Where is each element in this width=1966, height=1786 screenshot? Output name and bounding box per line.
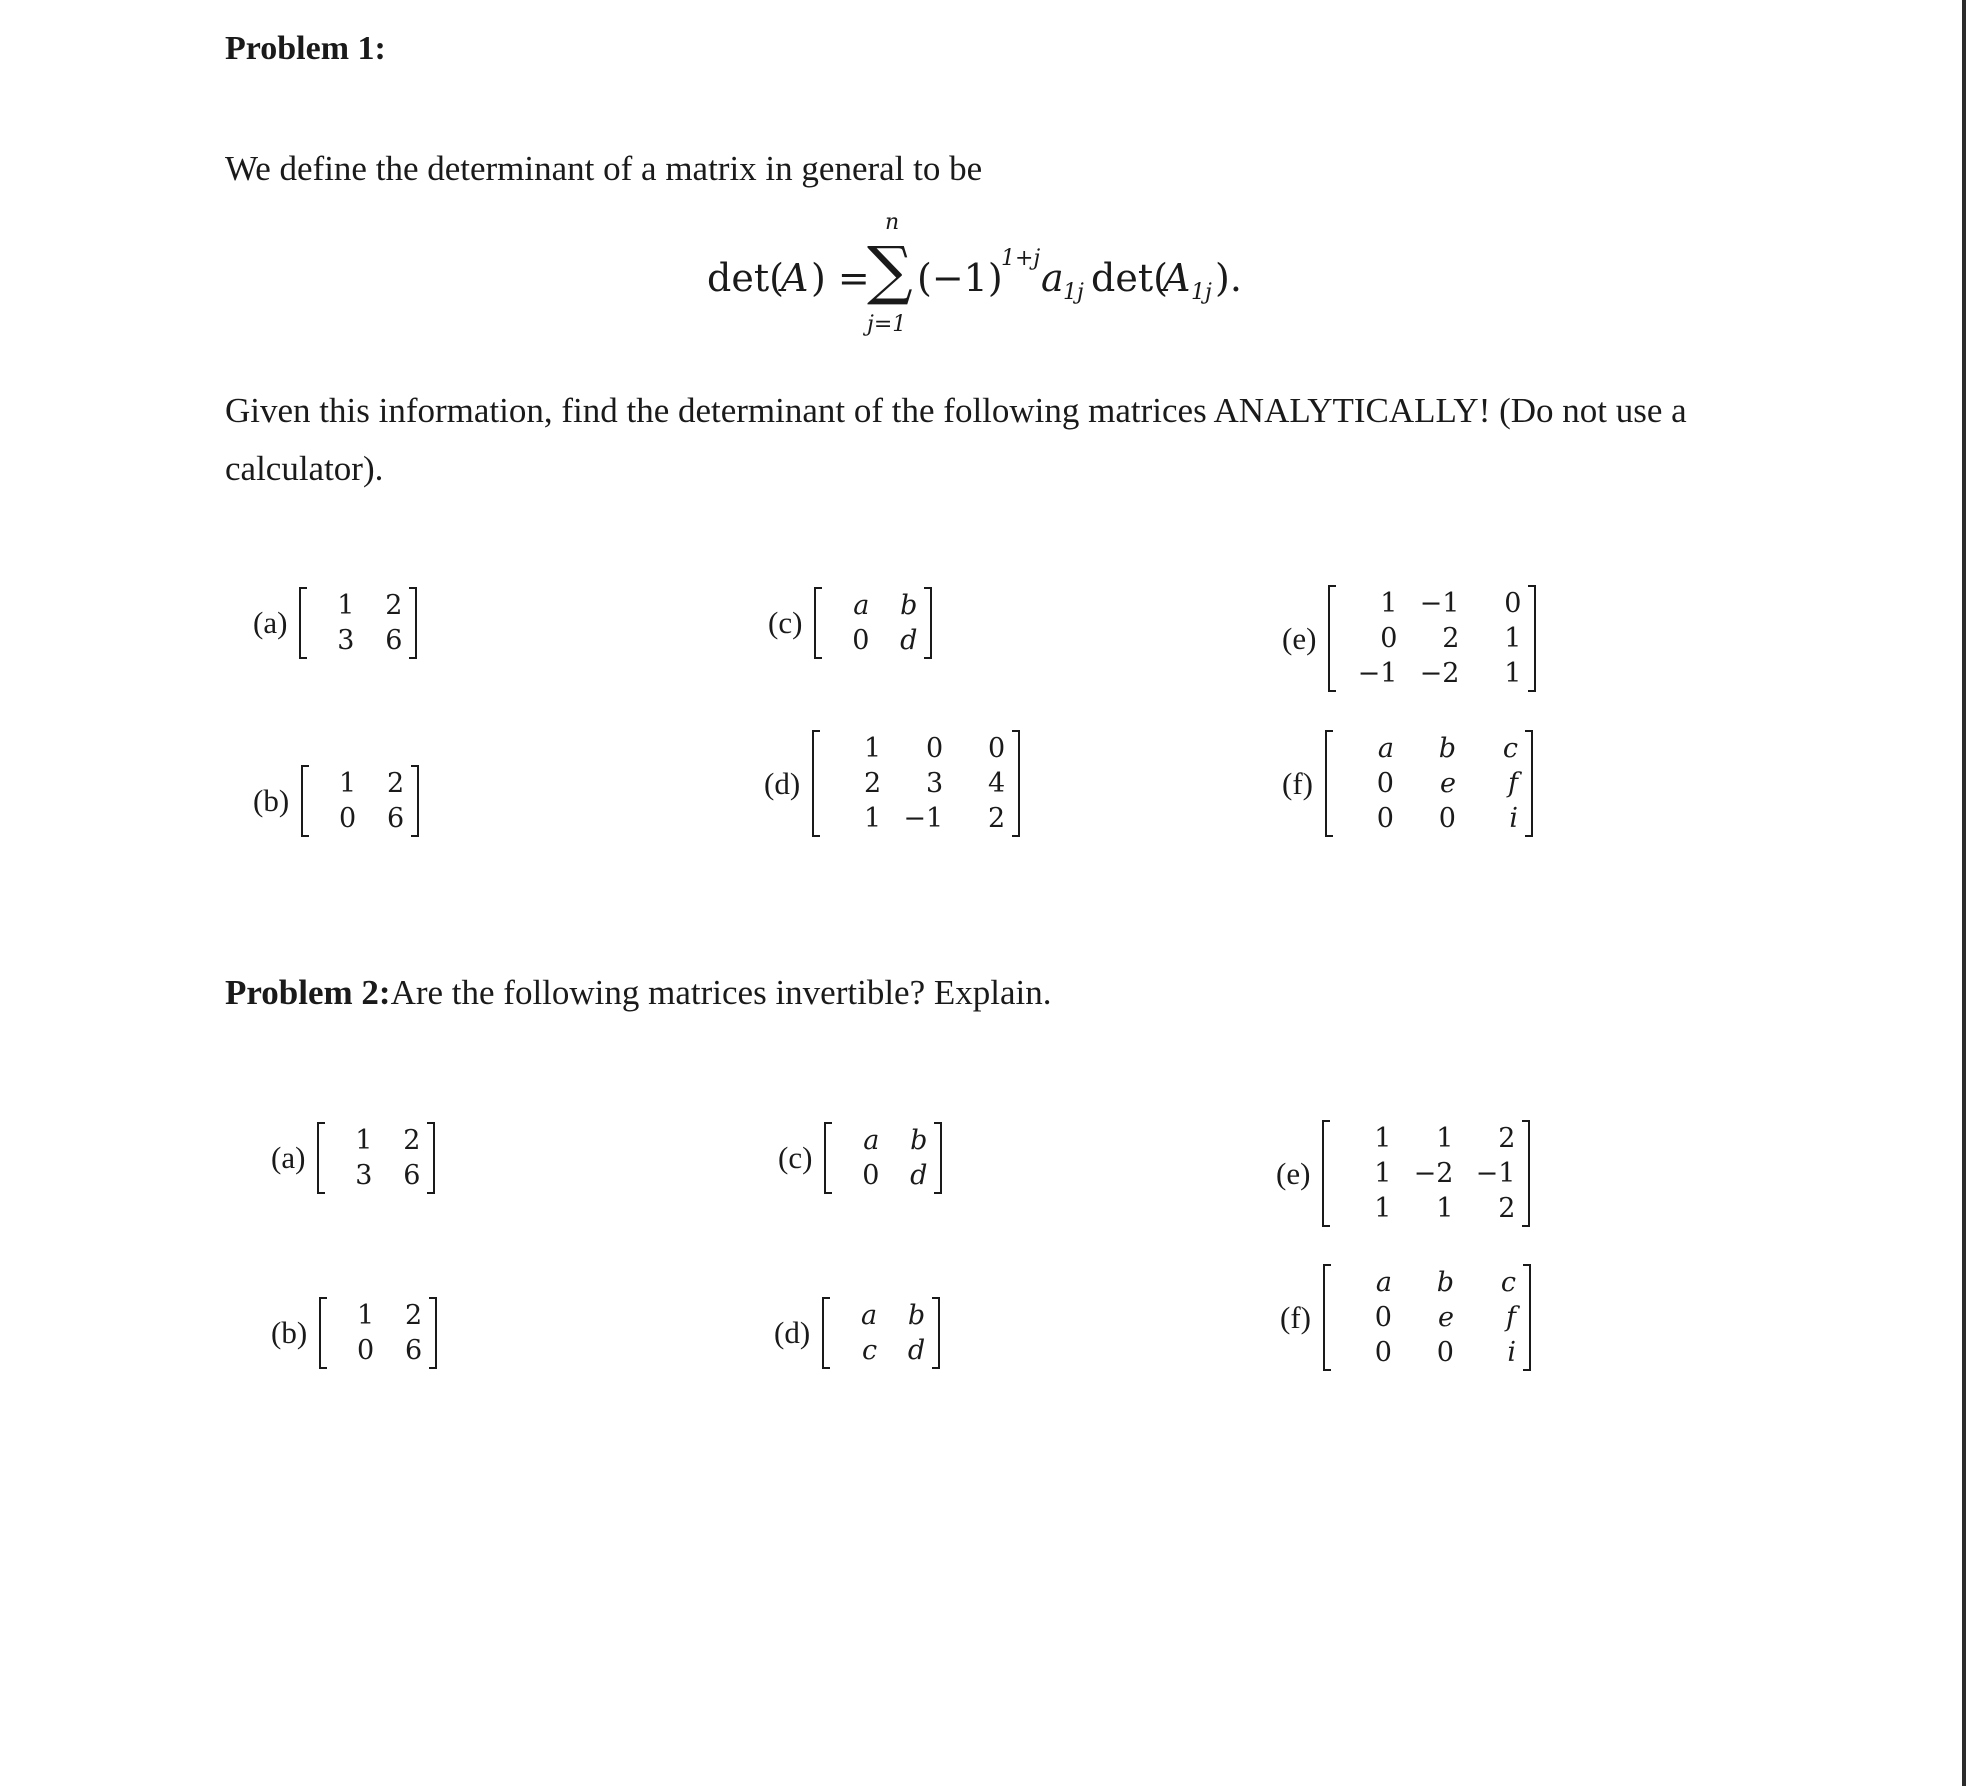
matrix-cell: −1 xyxy=(1475,1158,1516,1189)
matrix-cell: −2 xyxy=(1413,1158,1454,1189)
matrix-cell: a xyxy=(863,1125,880,1156)
matrix-label: (b) xyxy=(271,1315,308,1350)
formula-close: ). xyxy=(1215,256,1242,300)
matrix-label: (e) xyxy=(1276,1155,1311,1191)
matrix-cell: 0 xyxy=(1504,588,1522,619)
matrix-cell: 1 xyxy=(1380,588,1398,619)
formula-sigma: ∑ xyxy=(867,234,913,308)
matrix xyxy=(301,765,419,837)
matrix-cell: −1 xyxy=(1357,658,1398,689)
matrix-cell: 1 xyxy=(355,1125,373,1156)
matrix-label: (f) xyxy=(1280,1299,1311,1335)
matrix-cell: a xyxy=(853,590,870,621)
problem2-title: Problem 2: xyxy=(225,973,391,1012)
matrix-cell: 6 xyxy=(404,1335,423,1366)
matrix-cell: 1 xyxy=(863,803,882,834)
matrix-cell: 1 xyxy=(338,768,357,799)
matrix-cell: −1 xyxy=(1419,588,1460,619)
formula-minor-sub: 1j xyxy=(1191,280,1212,305)
matrix-cell: b xyxy=(900,590,918,621)
matrix-cell: 1 xyxy=(1374,1123,1392,1154)
matrix-cell: a xyxy=(1375,1267,1392,1298)
formula-equals: ) = xyxy=(811,256,870,300)
matrix-cell: 0 xyxy=(852,625,870,656)
matrix-cell: c xyxy=(1502,733,1518,764)
matrix-cell: c xyxy=(862,1335,878,1366)
p1-matrix-c xyxy=(768,587,932,659)
matrix-cell: 0 xyxy=(1380,623,1398,654)
matrix-label: (f) xyxy=(1282,765,1313,801)
matrix-cell: 1 xyxy=(863,733,882,764)
formula-lower-limit: j=1 xyxy=(867,312,907,337)
matrix-cell: d xyxy=(907,1335,926,1366)
matrix-cell: i xyxy=(1507,1337,1516,1368)
matrix-cell: 6 xyxy=(386,803,405,834)
matrix-cell: 1 xyxy=(1374,1193,1392,1224)
formula-coefficient-sub: 1j xyxy=(1063,280,1084,305)
matrix-cell: 1 xyxy=(356,1300,375,1331)
matrix-cell: 2 xyxy=(1498,1193,1516,1224)
p2-matrix-d xyxy=(774,1297,940,1369)
problem1-intro: We define the determinant of a matrix in general to be xyxy=(225,149,983,188)
matrix-cell: 2 xyxy=(1498,1123,1516,1154)
formula-minor-var: A xyxy=(1163,256,1191,300)
matrix-cell: b xyxy=(907,1300,926,1331)
formula-exponent: 1+j xyxy=(1001,246,1041,271)
matrix-cell: 0 xyxy=(356,1335,375,1366)
matrix-cell: 0 xyxy=(1374,1337,1392,1368)
matrix xyxy=(814,587,932,659)
p1-matrix-d xyxy=(764,730,1020,837)
determinant-formula xyxy=(707,210,1267,340)
matrix-cell: 6 xyxy=(385,625,403,656)
matrix-cell: b xyxy=(910,1125,928,1156)
matrix xyxy=(812,730,1020,837)
matrix xyxy=(317,1122,435,1194)
matrix-cell: 0 xyxy=(925,733,944,764)
matrix-label: (a) xyxy=(253,605,288,640)
matrix-cell: 0 xyxy=(862,1160,880,1191)
matrix-cell: 0 xyxy=(1376,803,1394,834)
matrix xyxy=(824,1122,942,1194)
matrix-cell: a xyxy=(861,1300,878,1331)
matrix-cell: −2 xyxy=(1419,658,1460,689)
matrix xyxy=(299,587,417,659)
matrix xyxy=(1323,1264,1531,1371)
matrix-cell: 2 xyxy=(1442,623,1460,654)
matrix-cell: 2 xyxy=(863,768,882,799)
matrix-cell: 3 xyxy=(925,768,944,799)
p1-matrix-a xyxy=(253,587,417,659)
matrix-cell: 2 xyxy=(403,1125,421,1156)
matrix-cell: 1 xyxy=(1436,1123,1454,1154)
matrix-cell: −1 xyxy=(903,803,944,834)
matrix-label: (c) xyxy=(768,605,803,640)
matrix-cell: 1 xyxy=(1436,1193,1454,1224)
matrix-cell: 3 xyxy=(337,625,355,656)
formula-matrix-var: A xyxy=(781,256,809,300)
matrix-cell: 2 xyxy=(987,803,1006,834)
p2-matrix-c xyxy=(778,1122,942,1194)
matrix xyxy=(1322,1120,1530,1227)
matrix-cell: i xyxy=(1509,803,1518,834)
p1-matrix-f xyxy=(1282,730,1533,837)
problem2-question: Are the following matrices invertible? Explain. xyxy=(390,973,1052,1012)
matrix-cell: e xyxy=(1440,768,1456,799)
matrix-cell: a xyxy=(1377,733,1394,764)
matrix-cell: 2 xyxy=(404,1300,423,1331)
matrix xyxy=(1328,585,1536,692)
matrix-cell: 4 xyxy=(987,768,1006,799)
matrix-cell: 0 xyxy=(1374,1302,1392,1333)
formula-coefficient: a xyxy=(1041,256,1064,300)
matrix-cell: f xyxy=(1505,1302,1516,1333)
formula-det-minor: det( xyxy=(1091,256,1168,300)
matrix-cell: 2 xyxy=(385,590,403,621)
p2-matrix-a xyxy=(271,1122,435,1194)
matrix xyxy=(1325,730,1533,837)
matrix xyxy=(822,1297,940,1369)
page-edge-border xyxy=(1962,0,1966,1786)
matrix-cell: 0 xyxy=(987,733,1006,764)
matrix xyxy=(319,1297,437,1369)
matrix-cell: 1 xyxy=(337,590,355,621)
p1-matrix-b xyxy=(253,765,419,837)
matrix-cell: b xyxy=(1436,1267,1454,1298)
problem1-instruction: Given this information, find the determinant of the following matrices ANALYTICALLY! (Do not use a calculator). xyxy=(225,391,1687,488)
matrix-cell: 1 xyxy=(1504,623,1522,654)
matrix-cell: 0 xyxy=(1376,768,1394,799)
p2-matrix-e xyxy=(1276,1120,1530,1227)
matrix-cell: 6 xyxy=(403,1160,421,1191)
matrix-cell: 0 xyxy=(338,803,357,834)
matrix-cell: f xyxy=(1507,768,1518,799)
matrix-cell: 2 xyxy=(386,768,405,799)
matrix-label: (b) xyxy=(253,783,290,818)
matrix-cell: d xyxy=(900,625,918,656)
matrix-cell: 1 xyxy=(1504,658,1522,689)
matrix-label: (d) xyxy=(764,765,801,801)
matrix-label: (e) xyxy=(1282,620,1317,656)
formula-det: det( xyxy=(707,256,784,300)
matrix-cell: 0 xyxy=(1436,1337,1454,1368)
problem1-title: Problem 1: xyxy=(225,30,386,67)
matrix-cell: e xyxy=(1438,1302,1454,1333)
matrix-label: (c) xyxy=(778,1140,813,1175)
p1-matrix-e xyxy=(1282,585,1536,692)
formula-upper-limit: n xyxy=(885,210,900,235)
matrix-cell: 1 xyxy=(1374,1158,1392,1189)
formula-sign-term: (−1) xyxy=(917,256,1003,300)
matrix-cell: b xyxy=(1438,733,1456,764)
p2-matrix-f xyxy=(1280,1264,1531,1371)
matrix-cell: d xyxy=(910,1160,928,1191)
matrix-label: (a) xyxy=(271,1140,306,1175)
matrix-cell: 0 xyxy=(1438,803,1456,834)
matrix-cell: c xyxy=(1500,1267,1516,1298)
matrix-label: (d) xyxy=(774,1315,811,1350)
p2-matrix-b xyxy=(271,1297,437,1369)
matrix-cell: 3 xyxy=(355,1160,373,1191)
problem2-heading xyxy=(225,973,1051,1013)
